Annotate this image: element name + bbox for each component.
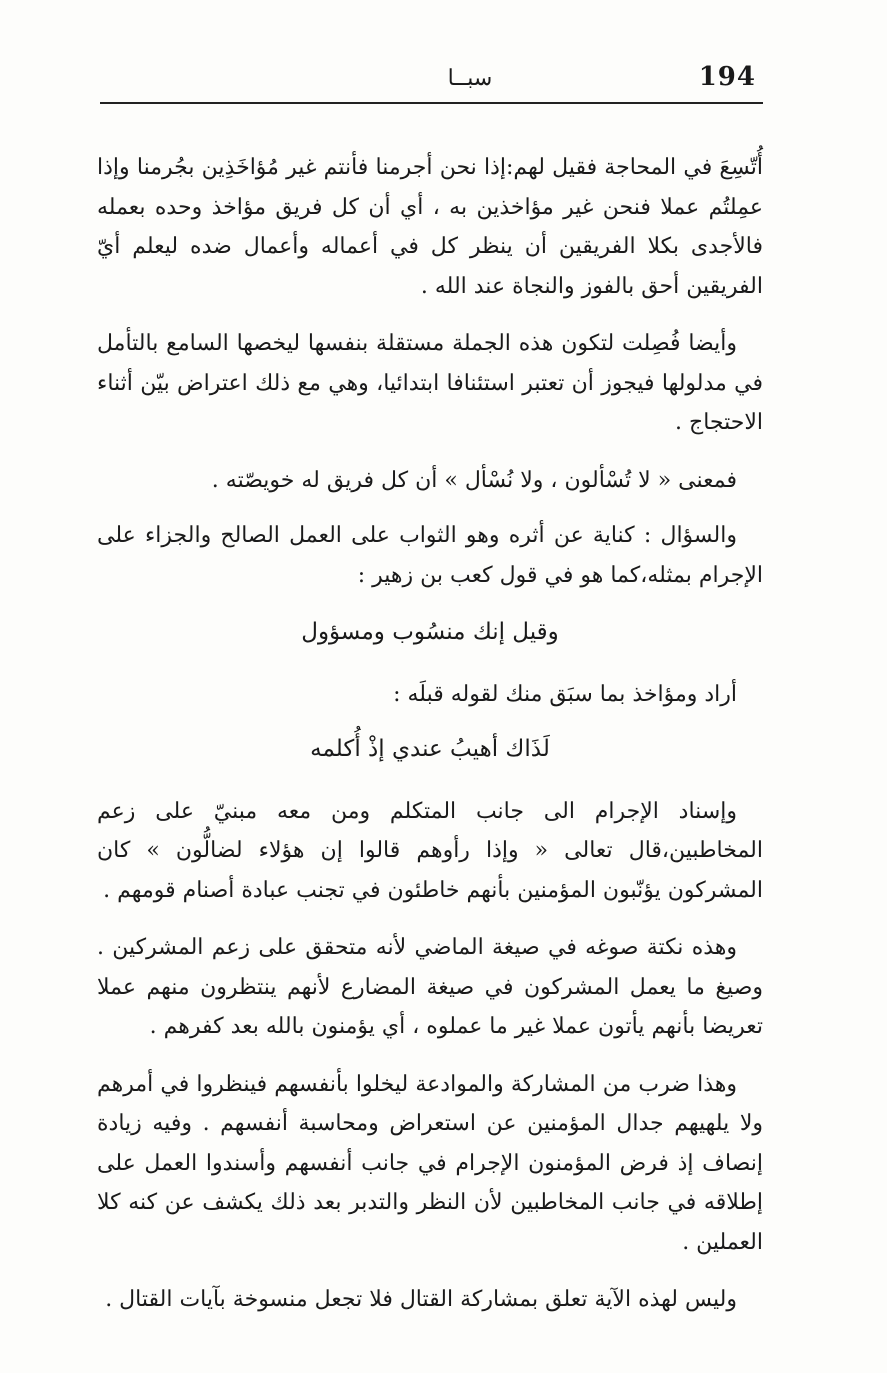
paragraph: وهذه نكتة صوغه في صيغة الماضي لأنه متحقق على زعم المشركين . وصيغ ما يعمل المشركون في صيغة المضارع لأنهم ينتظرون منهم عملا تعريضا بأنهم يأتون عملا غير ما عملوه ، أي يؤمنون بالله بعد كفرهم . — [97, 935, 763, 1039]
page-number: 194 — [698, 62, 756, 92]
paragraph: وإسناد الإجرام الى جانب المتكلم ومن معه مبنيّ على زعم المخاطبين،قال تعالى « وإذا رأوهم قالوا إن هؤلاء لضالُّون » كان المشركون يؤنّبون المؤمنين بأنهم خاطئون في تجنب عبادة أصنام قومهم . — [97, 798, 763, 903]
running-title: سبــا — [447, 66, 493, 91]
body-text — [97, 148, 763, 1338]
paragraph: فمعنى « لا تُسْألون ، ولا نُسْأل » أن كل فريق له خويصّته . — [211, 467, 737, 493]
header-rule — [100, 102, 763, 104]
paragraph: وليس لهذه الآية تعلق بمشاركة القتال فلا تجعل منسوخة بآيات القتال . — [105, 1287, 737, 1312]
paragraph: وأيضا فُصِلت لتكون هذه الجملة مستقلة بنفسها ليخصها السامع بالتأمل في مدلولها فيجوز أن تعتبر استئنافا ابتدائيا، وهي مع ذلك اعتراض بيّن أثناء الاحتجاج . — [97, 331, 763, 435]
paragraph: أُتّسِعَ في المحاجة فقيل لهم:إذا نحن أجرمنا فأنتم غير مُؤاخَذِين بجُرمنا وإذا عمِلتُم عملا فنحن غير مؤاخذين به ، أي أن كل فريق مؤاخذ وحده بعمله فالأجدى بكلا الفريقين أن ينظر كل في أعماله وأعمال ضده ليعلم أيّ الفريقين أحق بالفوز والنجاة عند الله . — [97, 155, 763, 299]
paragraph: وهذا ضرب من المشاركة والموادعة ليخلوا بأنفسهم فينظروا في أمرهم ولا يلهيهم جدال المؤمنين عن استعراض ومحاسبة أنفسهم . وفيه زيادة إنصاف إذ فرض المؤمنون الإجرام في جانب أنفسهم وأسندوا العمل على إطلاقه في جانب المخاطبين لأن النظر والتدبر بعد ذلك يكشف عن كنه كلا العملين . — [97, 1071, 763, 1255]
paragraph: والسؤال : كناية عن أثره وهو الثواب على العمل الصالح والجزاء على الإجرام بمثله،كما هو في قول كعب بن زهير : — [97, 523, 763, 588]
poetry-verse: لَذَاك أهيبُ عندي إذْ أُكلمه — [310, 736, 550, 762]
poetry-verse: وقيل إنك منسُوب ومسؤول — [301, 619, 559, 645]
page-header — [100, 60, 762, 100]
paragraph: أراد ومؤاخذ بما سبَق منك لقوله قبلَه : — [393, 681, 737, 707]
